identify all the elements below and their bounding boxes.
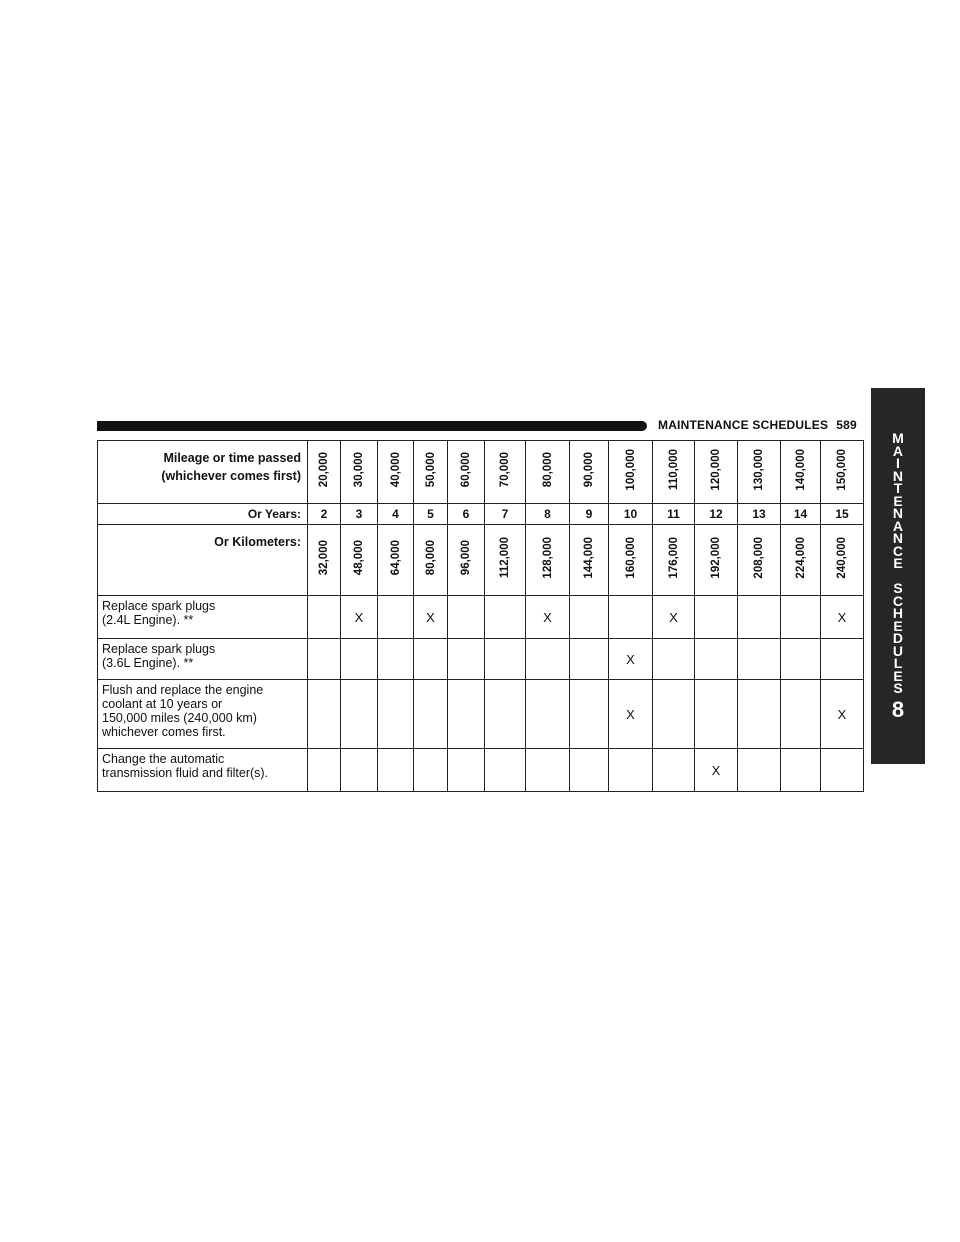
service-interval-mark (378, 749, 414, 792)
kilometers-value: 208,000 (753, 536, 765, 579)
kilometers-cell (526, 525, 570, 596)
service-interval-mark (414, 680, 448, 749)
page-number: 589 (836, 418, 857, 432)
miles-cell (485, 441, 526, 504)
kilometers-row (98, 525, 864, 596)
kilometers-cell (738, 525, 781, 596)
service-description-line: whichever comes first. (102, 725, 226, 739)
kilometers-cell (570, 525, 609, 596)
service-interval-mark (378, 680, 414, 749)
header-rule (97, 421, 647, 431)
service-interval-mark (738, 596, 781, 639)
miles-cell (695, 441, 738, 504)
service-interval-mark (570, 749, 609, 792)
years-cell: 10 (609, 504, 653, 525)
service-interval-mark (570, 680, 609, 749)
service-interval-mark (609, 749, 653, 792)
service-interval-mark: X (653, 596, 695, 639)
service-interval-mark (448, 680, 485, 749)
service-description-line: 150,000 miles (240,000 km) (102, 711, 257, 725)
service-interval-mark: X (821, 596, 864, 639)
years-row (98, 504, 864, 525)
service-interval-mark (448, 596, 485, 639)
service-interval-mark (485, 639, 526, 680)
section-tab-letter: H (892, 605, 904, 621)
miles-cell (821, 441, 864, 504)
miles-cell (570, 441, 609, 504)
miles-value: 100,000 (624, 448, 637, 491)
years-cell: 15 (821, 504, 864, 525)
section-tab-letter: U (892, 642, 904, 659)
section-tab-letter: A (892, 517, 904, 534)
kilometers-value: 224,000 (794, 536, 807, 579)
mileage-label-line-1: Mileage or time passed (163, 451, 301, 465)
kilometers-cell (341, 525, 378, 596)
service-interval-mark (448, 749, 485, 792)
service-interval-mark (485, 680, 526, 749)
miles-value: 130,000 (753, 448, 765, 491)
service-row (98, 596, 864, 639)
service-interval-mark (781, 596, 821, 639)
kilometers-cell (378, 525, 414, 596)
miles-value: 120,000 (710, 448, 722, 491)
service-interval-mark (653, 680, 695, 749)
section-tab-letter: E (893, 492, 903, 509)
service-interval-mark (526, 749, 570, 792)
service-interval-mark (485, 749, 526, 792)
kilometers-value: 64,000 (389, 539, 402, 576)
service-description (98, 749, 308, 792)
service-description-line: Replace spark plugs (102, 599, 216, 613)
years-cell: 6 (448, 504, 485, 525)
miles-cell (308, 441, 341, 504)
section-tab-letter: S (893, 680, 903, 696)
section-thumb-tab (871, 388, 925, 764)
service-interval-mark (738, 680, 781, 749)
section-tab-letter: C (892, 592, 904, 609)
years-cell: 14 (781, 504, 821, 525)
kilometers-value: 112,000 (499, 537, 511, 578)
section-tab-letters (892, 432, 904, 695)
miles-value: 90,000 (583, 451, 595, 488)
service-description-line: (2.4L Engine). ** (102, 613, 194, 627)
section-tab-letter: A (892, 442, 904, 459)
miles-cell (378, 441, 414, 504)
service-interval-mark (653, 749, 695, 792)
kilometers-cell (653, 525, 695, 596)
kilometers-value: 144,000 (583, 536, 595, 579)
service-interval-mark (570, 639, 609, 680)
miles-value: 110,000 (667, 449, 680, 490)
miles-cell (781, 441, 821, 504)
kilometers-cell (821, 525, 864, 596)
kilometers-cell (781, 525, 821, 596)
years-cell: 3 (341, 504, 378, 525)
service-interval-mark (570, 596, 609, 639)
section-tab-letter: C (892, 542, 904, 559)
miles-cell (609, 441, 653, 504)
mileage-header-row (98, 441, 864, 504)
section-tab-letter: N (892, 505, 904, 521)
service-interval-mark: X (609, 680, 653, 749)
service-description-line: Change the automatic (102, 752, 225, 766)
section-number: 8 (891, 696, 905, 722)
service-interval-mark: X (414, 596, 448, 639)
kilometers-cell (695, 525, 738, 596)
service-interval-mark (781, 639, 821, 680)
service-interval-mark (526, 639, 570, 680)
years-cell: 9 (570, 504, 609, 525)
years-cell: 5 (414, 504, 448, 525)
years-cell: 4 (378, 504, 414, 525)
service-row (98, 749, 864, 792)
kilometers-value: 192,000 (710, 536, 722, 579)
kilometers-cell (485, 525, 526, 596)
service-interval-mark (738, 749, 781, 792)
service-interval-mark (341, 749, 378, 792)
years-label: Or Years: (98, 504, 308, 525)
miles-value: 60,000 (460, 451, 472, 488)
section-title: MAINTENANCE SCHEDULES (658, 418, 829, 432)
kilometers-value: 80,000 (424, 539, 437, 576)
service-interval-mark (821, 639, 864, 680)
miles-cell (526, 441, 570, 504)
miles-value: 30,000 (353, 451, 365, 488)
service-interval-mark: X (821, 680, 864, 749)
service-description (98, 639, 308, 680)
section-tab-letter: D (892, 630, 904, 646)
service-interval-mark (526, 680, 570, 749)
maintenance-schedule-table (97, 440, 864, 792)
service-description-line: Flush and replace the engine (102, 683, 264, 697)
years-cell: 13 (738, 504, 781, 525)
miles-cell (738, 441, 781, 504)
service-interval-mark (695, 680, 738, 749)
kilometers-cell (308, 525, 341, 596)
kilometers-value: 48,000 (353, 539, 365, 576)
service-interval-mark (781, 749, 821, 792)
section-tab-letter: S (893, 580, 903, 596)
kilometers-cell (414, 525, 448, 596)
kilometers-cell (448, 525, 485, 596)
section-tab-letter: N (892, 467, 904, 484)
service-description-line: Replace spark plugs (102, 642, 216, 656)
miles-value: 40,000 (389, 451, 402, 488)
mileage-label-line-2: (whichever comes first) (161, 469, 301, 483)
section-tab-letter: N (892, 530, 904, 546)
service-description-line: coolant at 10 years or (102, 697, 223, 711)
service-description-line: (3.6L Engine). ** (102, 656, 194, 670)
kilometers-value: 128,000 (541, 536, 554, 579)
service-interval-mark (378, 596, 414, 639)
years-cell: 2 (308, 504, 341, 525)
miles-value: 20,000 (318, 451, 330, 488)
service-interval-mark (308, 749, 341, 792)
years-cell: 12 (695, 504, 738, 525)
service-interval-mark (448, 639, 485, 680)
service-description (98, 596, 308, 639)
service-interval-mark (653, 639, 695, 680)
service-interval-mark (308, 639, 341, 680)
section-tab-letter: M (892, 430, 904, 446)
section-tab-letter: L (893, 655, 903, 671)
miles-value: 50,000 (424, 451, 437, 488)
years-cell: 7 (485, 504, 526, 525)
service-description-line: transmission fluid and filter(s). (102, 766, 269, 780)
service-interval-mark (378, 639, 414, 680)
service-interval-mark (609, 596, 653, 639)
kilometers-value: 240,000 (836, 536, 848, 579)
kilometers-value: 176,000 (667, 536, 680, 579)
section-tab-letter: E (893, 555, 903, 571)
service-row (98, 680, 864, 749)
service-interval-mark: X (526, 596, 570, 639)
service-interval-mark (821, 749, 864, 792)
kilometers-value: 32,000 (318, 539, 330, 576)
service-interval-mark (695, 639, 738, 680)
kilometers-value: 96,000 (460, 539, 472, 576)
running-header (658, 418, 857, 432)
miles-value: 80,000 (541, 451, 554, 488)
years-cell: 8 (526, 504, 570, 525)
miles-value: 70,000 (499, 451, 511, 488)
service-interval-mark (738, 639, 781, 680)
mileage-label (98, 441, 308, 504)
service-interval-mark (308, 596, 341, 639)
section-tab-letter: T (893, 480, 903, 496)
service-interval-mark: X (341, 596, 378, 639)
miles-cell (448, 441, 485, 504)
section-tab-letter: E (893, 667, 903, 684)
service-interval-mark (414, 749, 448, 792)
kilometers-cell (609, 525, 653, 596)
service-interval-mark (485, 596, 526, 639)
kilometers-label: Or Kilometers: (98, 525, 308, 596)
service-interval-mark (341, 680, 378, 749)
miles-value: 140,000 (794, 448, 807, 491)
service-interval-mark (781, 680, 821, 749)
miles-cell (414, 441, 448, 504)
service-interval-mark (414, 639, 448, 680)
service-interval-mark (308, 680, 341, 749)
miles-cell (341, 441, 378, 504)
service-interval-mark: X (695, 749, 738, 792)
kilometers-value: 160,000 (624, 536, 637, 579)
years-cell: 11 (653, 504, 695, 525)
miles-cell (653, 441, 695, 504)
service-interval-mark: X (609, 639, 653, 680)
service-description (98, 680, 308, 749)
section-tab-letter: I (896, 455, 900, 471)
miles-value: 150,000 (836, 448, 848, 491)
section-tab-letter: E (893, 617, 903, 634)
service-interval-mark (695, 596, 738, 639)
service-row (98, 639, 864, 680)
service-interval-mark (341, 639, 378, 680)
